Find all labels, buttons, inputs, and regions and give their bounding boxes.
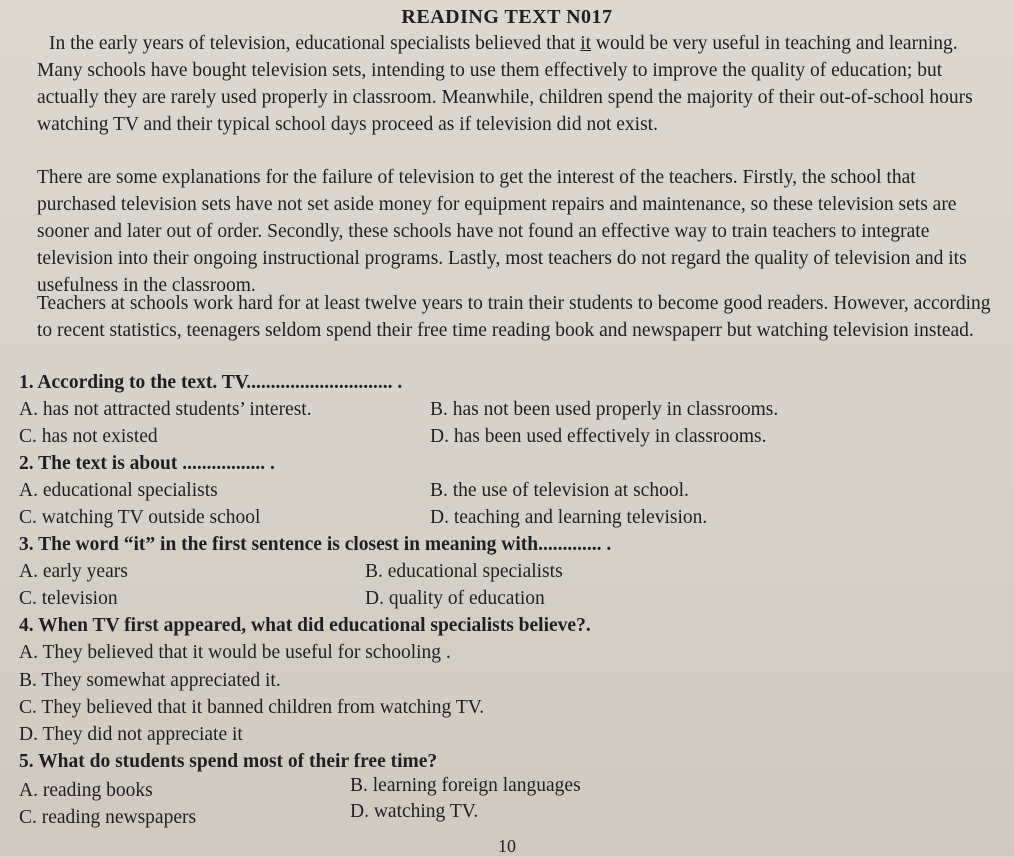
question-5-option-b: B. learning foreign languages xyxy=(350,775,581,796)
question-5-option-d: D. watching TV. xyxy=(350,801,479,822)
question-4-option-b: B. They somewhat appreciated it. xyxy=(19,670,281,691)
question-1-option-c: C. has not existed xyxy=(19,426,158,447)
question-3-option-b: B. educational specialists xyxy=(365,561,563,582)
question-1-option-d: D. has been used effectively in classrooms. xyxy=(430,426,767,447)
question-3-option-a: A. early years xyxy=(19,561,128,582)
question-3-option-c: C. television xyxy=(19,588,118,609)
question-5-option-a: A. reading books xyxy=(19,780,153,801)
page-title: READING TEXT N017 xyxy=(401,6,613,28)
question-4-option-d: D. They did not appreciate it xyxy=(19,724,243,745)
question-5-option-c: C. reading newspapers xyxy=(19,807,197,828)
question-2-option-d: D. teaching and learning television. xyxy=(430,507,708,528)
passage-paragraph-3: Teachers at schools work hard for at least twelve years to train their students to become good readers. However, according to recent statistics, teenagers seldom spend their free time reading book and newspaperr but watching television instead. xyxy=(37,293,991,341)
question-3-stem: 3. The word “it” in the first sentence is closest in meaning with............. . xyxy=(19,534,612,555)
question-1-option-b: B. has not been used properly in classrooms. xyxy=(430,399,779,420)
passage-paragraph-2: There are some explanations for the failure of television to get the interest of the teachers. Firstly, the school that purchased television sets have not set aside money for equipment repairs and maintenance, so these television sets are sooner and later out of order. Secondly, these schools have not found an effective way to train teachers to integrate television into their ongoing instructional programs. Lastly, most teachers do not regard the quality of television and its usefulness in the classroom. xyxy=(37,167,967,296)
question-5-stem: 5. What do students spend most of their free time? xyxy=(19,751,438,772)
question-2-option-a: A. educational specialists xyxy=(19,480,218,501)
question-1-stem: 1. According to the text. TV.............................. . xyxy=(19,372,403,393)
question-4-option-a: A. They believed that it would be useful for schooling . xyxy=(19,642,451,663)
question-4-stem: 4. When TV first appeared, what did educational specialists believe?. xyxy=(19,615,591,636)
question-1-option-a: A. has not attracted students’ interest. xyxy=(19,399,312,420)
question-3-option-d: D. quality of education xyxy=(365,588,545,609)
page-number: 10 xyxy=(498,836,516,856)
question-4-option-c: C. They believed that it banned children from watching TV. xyxy=(19,697,485,718)
underlined-word-it: it xyxy=(580,33,592,54)
passage-text: In the early years of television, educational specialists believed that xyxy=(49,33,581,54)
question-2-option-c: C. watching TV outside school xyxy=(19,507,261,528)
question-2-stem: 2. The text is about ................. . xyxy=(19,453,275,474)
passage-text: would be very useful in teaching and learning. Many schools have bought television sets, intending to use them effectively to improve the quality of education; but actually they are rarely used properly in classroom. Meanwhile, children spend the majority of their out-of-school hours watching TV and their typical school days proceed as if television did not exist. xyxy=(37,33,973,135)
question-2-option-b: B. the use of television at school. xyxy=(430,480,689,501)
passage-paragraph-1 xyxy=(37,30,997,138)
